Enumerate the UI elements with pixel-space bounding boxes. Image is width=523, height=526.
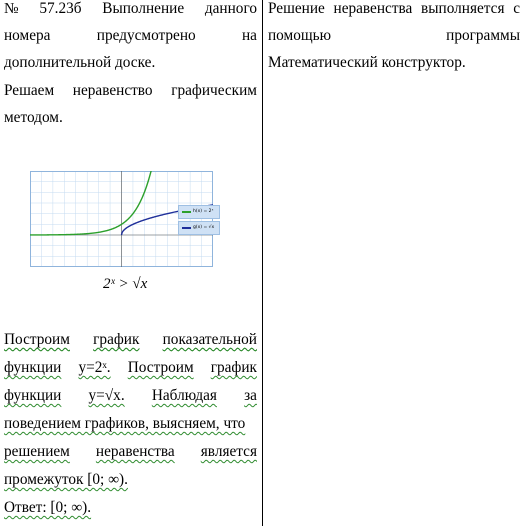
word: y=√x. [88,387,125,404]
text-line [4,54,257,81]
word: за [244,387,257,404]
word: неравенства [95,443,175,460]
word: Построим [127,359,194,376]
text-line [4,415,257,442]
text-line [4,27,257,54]
word: программы [446,27,520,44]
text-line [4,387,257,414]
text-line [268,54,520,81]
word: дополнительной доске. [4,54,156,71]
word: методом. [4,109,63,126]
word: решением [4,443,70,460]
word: предусмотрено [96,27,196,44]
word: функции [4,387,62,404]
word: Решение [268,0,325,17]
answer-text: Ответ: [0; ∞). [4,499,92,516]
answer-line [4,499,257,526]
inequality-formula: 2ˣ > √x [103,276,148,292]
word: на [242,27,257,44]
word: помощью [268,27,332,44]
word: показательной [162,331,257,348]
word: график [210,359,257,376]
word: выполняется [421,0,505,17]
word: Решаем [4,82,55,99]
text-line [4,109,257,136]
word: неравенство [72,82,153,99]
text-line [4,0,257,27]
legend-item-sqrt [178,221,220,235]
word: поведением графиков, выясняем, что [4,415,246,432]
text-line [4,331,257,358]
function-graph [30,171,213,267]
word: y=2ˣ. [78,359,111,376]
word: промежуток [0; ∞). [4,471,128,488]
legend-label-exp: h(x) = 2ˣ [193,209,214,214]
text-line [4,443,257,470]
word: Математический конструктор. [268,54,466,71]
legend-swatch-exp [182,211,191,213]
legend-swatch-sqrt [182,227,191,229]
word: графическим [171,82,257,99]
text-line [4,359,257,386]
word: номера [4,27,51,44]
word: Выполнение [102,0,185,17]
word: № [4,0,19,17]
legend-item-exp [178,205,220,219]
legend-label-sqrt: g(x) = √x [193,225,215,230]
text-line [268,27,520,54]
text-line [268,0,520,27]
text-line [4,82,257,109]
word: является [200,443,257,460]
word: функции [4,359,62,376]
column-divider [262,0,263,526]
text-line [4,471,257,498]
word: данного [204,0,257,17]
word: график [93,331,140,348]
axes [30,171,213,267]
word: Построим [4,331,70,348]
word: 57.23б [39,0,82,17]
word: неравенства [333,0,413,17]
word: с [513,0,520,17]
word: Наблюдая [151,387,217,404]
